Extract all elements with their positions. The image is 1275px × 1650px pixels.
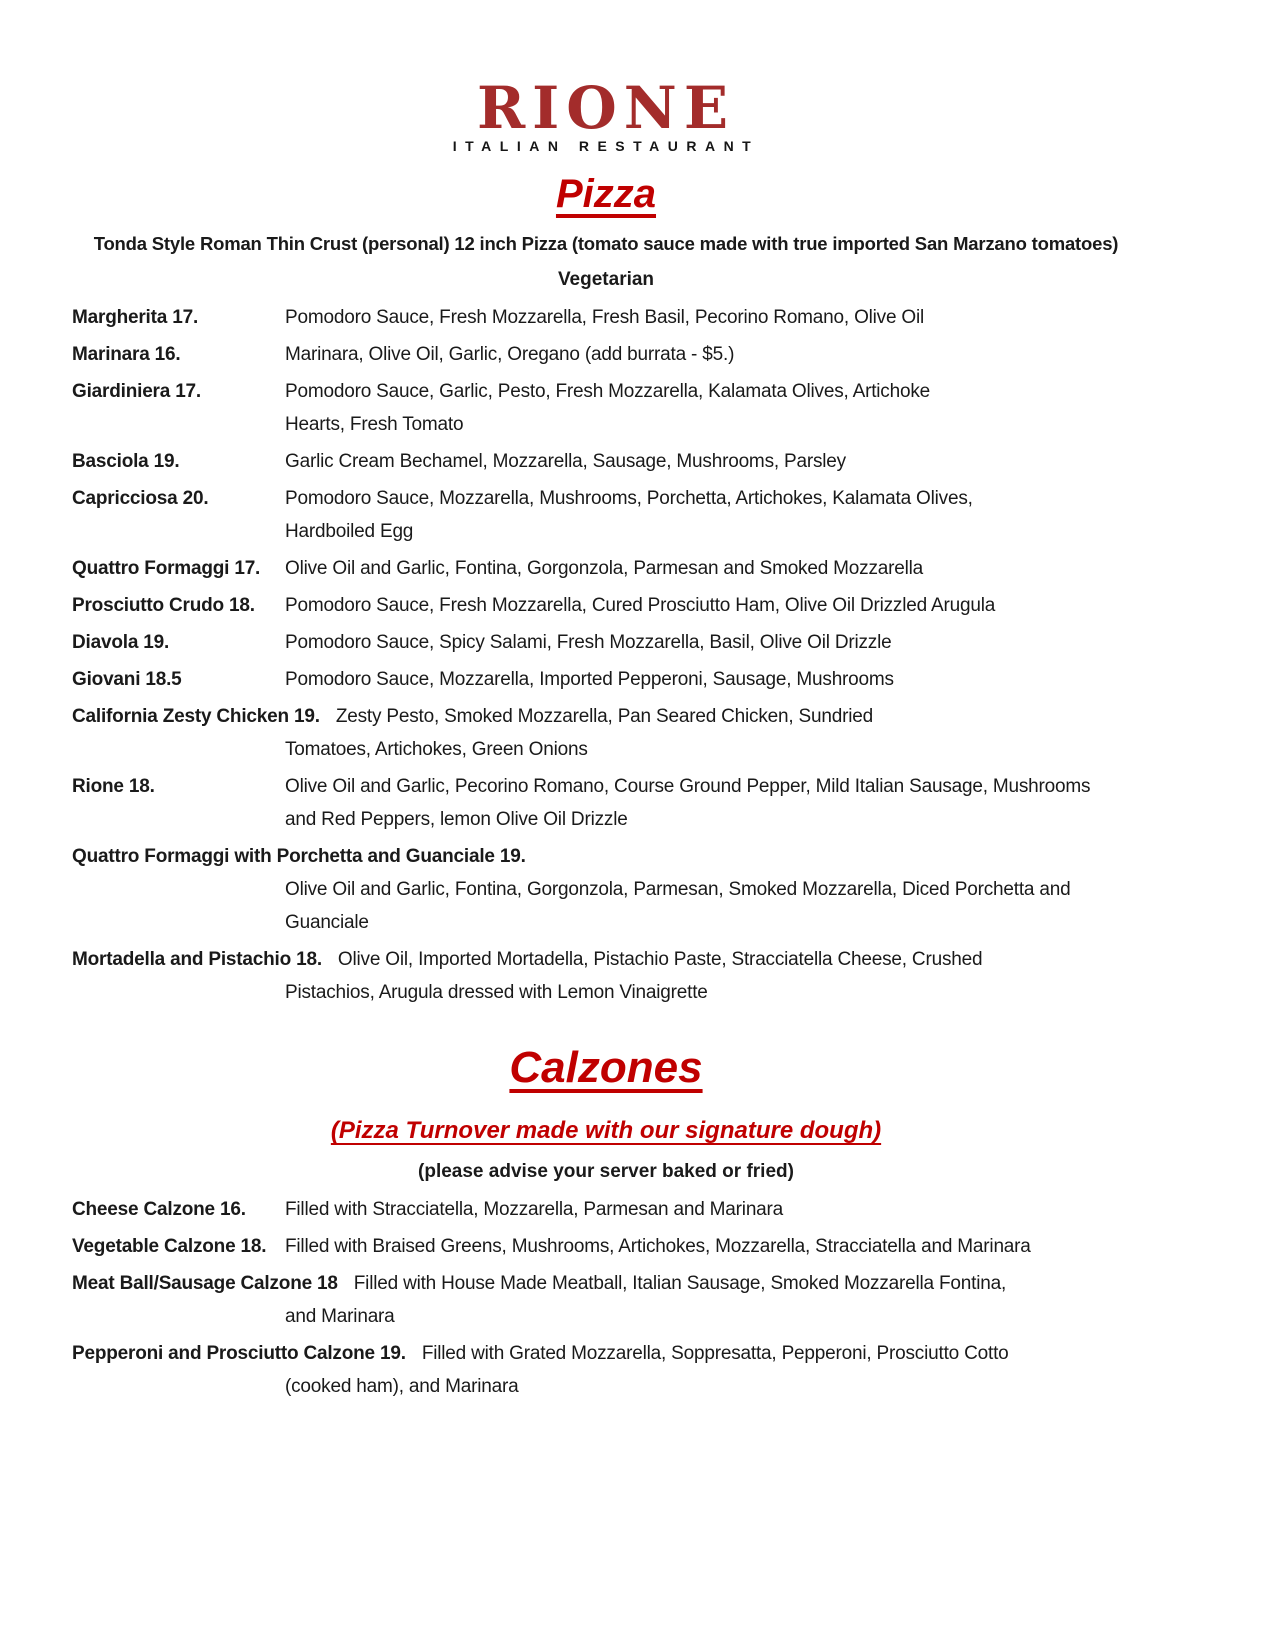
menu-item: [72, 663, 1140, 696]
menu-item-desc: [285, 338, 1140, 371]
logo-subtitle: ITALIAN RESTAURANT: [452, 138, 760, 154]
pizza-item-list: [72, 301, 1140, 1009]
calzones-section-title: Calzones: [509, 1043, 703, 1092]
menu-item-name: Basciola 19.: [72, 451, 180, 472]
menu-item: [72, 1230, 1140, 1263]
menu-item: [72, 626, 1140, 659]
menu-item-desc-line: Olive Oil and Garlic, Pecorino Romano, Course Ground Pepper, Mild Italian Sausage, Mushrooms: [285, 776, 1091, 797]
menu-item-name: Margherita 17.: [72, 307, 199, 328]
menu-item-desc-line: and Marinara: [285, 1306, 395, 1327]
menu-item-name: Vegetable Calzone 18.: [72, 1236, 267, 1257]
menu-item: [72, 770, 1140, 836]
menu-item-desc-line: Pomodoro Sauce, Spicy Salami, Fresh Mozzarella, Basil, Olive Oil Drizzle: [285, 632, 892, 653]
menu-item-name: Giardiniera 17.: [72, 381, 202, 402]
menu-item-desc: [285, 663, 1140, 696]
menu-item-desc: [285, 589, 1140, 622]
logo-title: RIONE: [476, 74, 736, 142]
menu-item-desc: [285, 626, 1140, 659]
calzones-note-black: (please advise your server baked or fried): [418, 1161, 794, 1182]
menu-item: [72, 700, 1140, 766]
menu-item: [72, 840, 1140, 939]
menu-item: [72, 445, 1140, 478]
pizza-section-subtitle: Tonda Style Roman Thin Crust (personal) 12 inch Pizza (tomato sauce made with true imported San Marzano tomatoes): [93, 233, 1119, 254]
menu-item-name: Giovani 18.5: [72, 669, 182, 690]
menu-item-desc-line: Pomodoro Sauce, Fresh Mozzarella, Fresh Basil, Pecorino Romano, Olive Oil: [285, 307, 925, 328]
menu-item-desc-line: Garlic Cream Bechamel, Mozzarella, Sausage, Mushrooms, Parsley: [285, 451, 846, 472]
menu-item-name: Pepperoni and Prosciutto Calzone 19.: [72, 1343, 406, 1364]
menu-item-name: Quattro Formaggi 17.: [72, 558, 261, 579]
menu-item-name: Meat Ball/Sausage Calzone 18: [72, 1273, 338, 1294]
menu-item: [72, 1337, 1140, 1403]
menu-item-desc-line: Marinara, Olive Oil, Garlic, Oregano (add burrata - $5.): [285, 344, 735, 365]
menu-item-desc-line: Filled with House Made Meatball, Italian Sausage, Smoked Mozzarella Fontina,: [353, 1273, 1007, 1294]
calzone-item-list: [72, 1193, 1140, 1403]
section-pizza: [72, 172, 1140, 1009]
menu-item-desc: [285, 301, 1140, 334]
section-calzones: [72, 1043, 1140, 1403]
restaurant-logo: [72, 74, 1140, 154]
menu-item-first-line: [72, 1267, 1140, 1300]
menu-item-desc-line: Pomodoro Sauce, Mozzarella, Mushrooms, Porchetta, Artichokes, Kalamata Olives,: [285, 488, 973, 509]
menu-item-desc: [285, 1230, 1140, 1263]
menu-item-desc-line: Pistachios, Arugula dressed with Lemon Vinaigrette: [285, 982, 708, 1003]
menu-item-desc-line: Pomodoro Sauce, Garlic, Pesto, Fresh Mozzarella, Kalamata Olives, Artichoke: [285, 381, 930, 402]
menu-item-name: Quattro Formaggi with Porchetta and Guanciale 19.: [72, 846, 526, 867]
menu-item-desc: [285, 375, 1140, 441]
menu-item-name: Mortadella and Pistachio 18.: [72, 949, 322, 970]
menu-item: [72, 375, 1140, 441]
menu-item-desc-line: Olive Oil and Garlic, Fontina, Gorgonzola, Parmesan, Smoked Mozzarella, Diced Porchetta and: [285, 879, 1071, 900]
menu-item-first-line: [72, 1337, 1140, 1370]
menu-item-name: Prosciutto Crudo 18.: [72, 595, 255, 616]
menu-item-name: Rione 18.: [72, 776, 155, 797]
menu-item-desc-line: Pomodoro Sauce, Fresh Mozzarella, Cured Prosciutto Ham, Olive Oil Drizzled Arugula: [285, 595, 996, 616]
menu-item-desc-line: and Red Peppers, lemon Olive Oil Drizzle: [285, 809, 628, 830]
menu-item-desc-line: Guanciale: [285, 912, 369, 933]
menu-item-first-line: [72, 943, 1140, 976]
pizza-section-title: Pizza: [555, 172, 657, 216]
menu-item: [72, 301, 1140, 334]
menu-item-desc: [285, 445, 1140, 478]
menu-item-desc-line: Hardboiled Egg: [285, 521, 414, 542]
calzones-note-red: (Pizza Turnover made with our signature dough): [330, 1117, 882, 1144]
menu-item-name: California Zesty Chicken 19.: [72, 706, 320, 727]
menu-item-desc: [285, 482, 1140, 548]
vegetarian-subheading: Vegetarian: [557, 269, 655, 290]
menu-item-desc-line: Filled with Braised Greens, Mushrooms, Artichokes, Mozzarella, Stracciatella and Marinara: [285, 1236, 1031, 1257]
menu-item: [72, 1193, 1140, 1226]
menu-item: [72, 589, 1140, 622]
menu-item-desc-line: Filled with Grated Mozzarella, Soppresatta, Pepperoni, Prosciutto Cotto: [421, 1343, 1009, 1364]
menu-item-desc-line: Tomatoes, Artichokes, Green Onions: [285, 739, 588, 760]
menu-item-desc-line: Olive Oil, Imported Mortadella, Pistachio Paste, Stracciatella Cheese, Crushed: [337, 949, 983, 970]
menu-item-name: Capricciosa 20.: [72, 488, 209, 509]
menu-item-desc: [285, 1193, 1140, 1226]
menu-item-desc-line: Zesty Pesto, Smoked Mozzarella, Pan Seared Chicken, Sundried: [335, 706, 873, 727]
menu-item: [72, 482, 1140, 548]
menu-item-name: Marinara 16.: [72, 344, 181, 365]
menu-item: [72, 338, 1140, 371]
menu-item-desc-line: (cooked ham), and Marinara: [285, 1376, 519, 1397]
menu-item-first-line: [72, 700, 1140, 733]
menu-item-desc: [285, 552, 1140, 585]
menu-item-desc-line: Hearts, Fresh Tomato: [285, 414, 464, 435]
menu-item: [72, 552, 1140, 585]
menu-item-name: Cheese Calzone 16.: [72, 1199, 246, 1220]
menu-item-desc: [285, 770, 1140, 836]
menu-item: [72, 1267, 1140, 1333]
menu-item-desc-line: Pomodoro Sauce, Mozzarella, Imported Pepperoni, Sausage, Mushrooms: [285, 669, 894, 690]
menu-item: [72, 943, 1140, 1009]
menu-item-desc-line: Filled with Stracciatella, Mozzarella, Parmesan and Marinara: [285, 1199, 784, 1220]
menu-item-name: Diavola 19.: [72, 632, 170, 653]
menu-item-desc-line: Olive Oil and Garlic, Fontina, Gorgonzola, Parmesan and Smoked Mozzarella: [285, 558, 924, 579]
